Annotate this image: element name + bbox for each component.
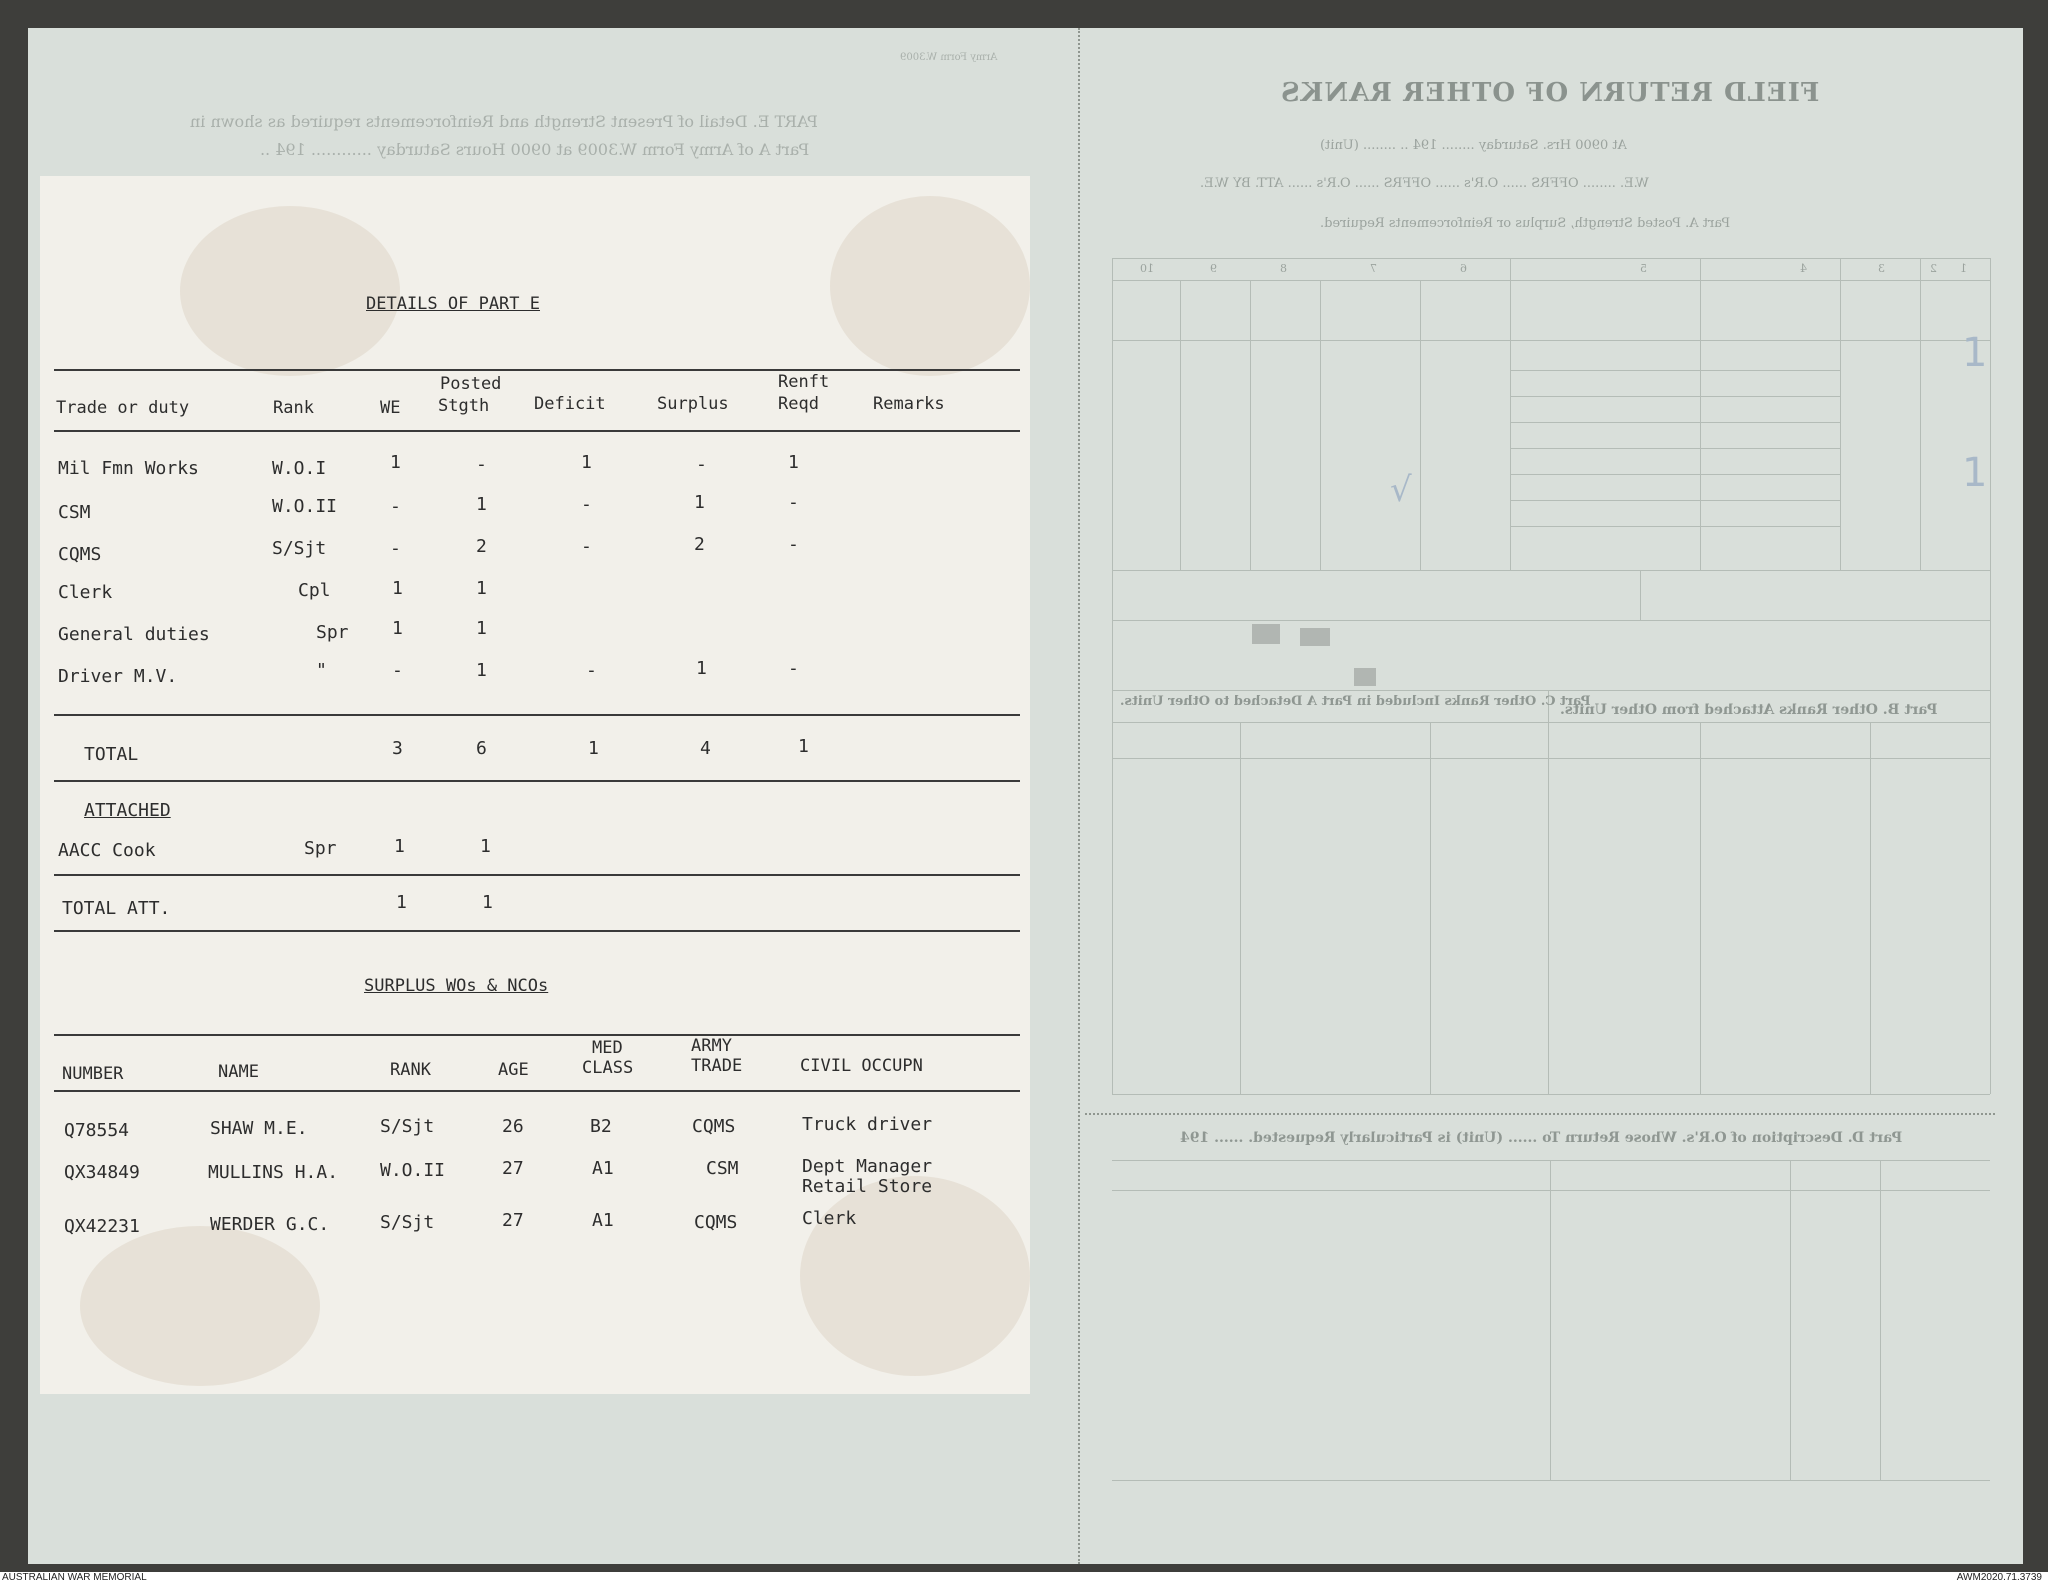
show-through-line-1: PART E. Detail of Present Strength and Reinforcements required as shown in xyxy=(190,112,818,131)
col-med-header: MED xyxy=(592,1038,623,1058)
cell-posted: 1 xyxy=(476,494,487,515)
cell-surplus: 2 xyxy=(694,534,705,555)
cell-number: QX34849 xyxy=(64,1162,140,1183)
col-number: 9 xyxy=(1210,262,1217,275)
cell-renft: - xyxy=(788,658,799,679)
cell-trade: Mil Fmn Works xyxy=(58,458,199,479)
cell-deficit: - xyxy=(586,660,597,681)
cell-posted: - xyxy=(476,454,487,475)
cell-posted: 1 xyxy=(476,660,487,681)
col-number: 6 xyxy=(1460,262,1467,275)
cell-we: 1 xyxy=(390,452,401,473)
col-posted-header-2: Stgth xyxy=(438,396,490,416)
total-posted: 6 xyxy=(476,738,487,759)
col-renft-header-2: Reqd xyxy=(778,394,819,414)
cell-name: MULLINS H.A. xyxy=(208,1162,339,1183)
col-remarks-header: Remarks xyxy=(873,394,945,414)
col-surplus-header: Surplus xyxy=(657,394,729,414)
form-we-line: W.E. ........ OFFRS ...... O.R's ...... OFFRS ...... O.R's ...... ATT. BY W.E. xyxy=(1200,176,1649,191)
attached-we: 1 xyxy=(394,836,405,857)
col-number: 3 xyxy=(1878,262,1885,275)
cell-rank: W.O.II xyxy=(272,496,338,517)
show-through-form-ref: Army Form W.3009 xyxy=(900,52,998,63)
pencil-mark: √ xyxy=(1390,470,1412,510)
cell-we: - xyxy=(390,538,401,559)
col-number-header: NUMBER xyxy=(62,1064,124,1084)
cell-rank: S/Sjt xyxy=(380,1116,435,1137)
cell-med: A1 xyxy=(592,1158,614,1179)
cell-surplus: 1 xyxy=(696,658,707,679)
col-deficit-header: Deficit xyxy=(534,394,606,414)
part-b-heading: Part B. Other Ranks Attached from Other Units. xyxy=(1560,702,1938,718)
fold-perforation xyxy=(1078,28,1080,1564)
cell-name: WERDER G.C. xyxy=(210,1214,330,1235)
page-title: DETAILS OF PART E xyxy=(366,294,540,314)
cell-civil: Truck driver xyxy=(802,1114,933,1135)
attached-trade: AACC Cook xyxy=(58,840,156,861)
pasted-typed-sheet xyxy=(40,176,1030,1394)
col-rank-header-2: RANK xyxy=(390,1060,431,1080)
attached-heading: ATTACHED xyxy=(84,800,171,821)
col-number: 10 xyxy=(1140,262,1154,275)
cell-rank: Spr xyxy=(316,622,349,643)
cell-renft: - xyxy=(788,534,799,555)
cell-surplus: - xyxy=(696,454,707,475)
cell-age: 27 xyxy=(502,1158,524,1179)
cell-deficit: - xyxy=(581,536,592,557)
col-number: 7 xyxy=(1370,262,1377,275)
cell-number: QX42231 xyxy=(64,1216,140,1237)
cell-we: 1 xyxy=(392,618,403,639)
col-rank-header: Rank xyxy=(273,398,314,418)
total-we: 3 xyxy=(392,738,403,759)
part-d-heading: Part D. Description of O.R's. Whose Return To ...... (Unit) is Particularly Requested. ...... 194 xyxy=(1180,1130,1903,1146)
cell-we: - xyxy=(392,660,403,681)
cell-civil-2: Retail Store xyxy=(802,1176,933,1197)
cell-army: CQMS xyxy=(694,1212,738,1233)
cell-age: 26 xyxy=(502,1116,524,1137)
total-surplus: 4 xyxy=(700,738,711,759)
total-deficit: 1 xyxy=(588,738,599,759)
attached-total-label: TOTAL ATT. xyxy=(62,898,171,919)
part-c-heading: Part C. Other Ranks Included in Part A Detached to Other Units. xyxy=(1120,694,1591,709)
form-date-line: At 0900 Hrs. Saturday ........ 194 .. ........ (Unit) xyxy=(1320,138,1627,153)
col-number: 8 xyxy=(1280,262,1287,275)
form-parta-line: Part A. Posted Strength, Surplus or Reinforcements Required. xyxy=(1320,216,1731,231)
cell-rank: W.O.I xyxy=(272,458,327,479)
cell-renft: - xyxy=(788,492,799,513)
attached-rank: Spr xyxy=(304,838,337,859)
cell-posted: 1 xyxy=(476,618,487,639)
col-army-header: ARMY xyxy=(691,1036,732,1056)
col-trade-header: Trade or duty xyxy=(56,398,190,418)
footer-accession-number: AWM2020.71.3739 xyxy=(1956,1572,2042,1583)
col-civil-header: CIVIL OCCUPN xyxy=(800,1056,923,1076)
attached-posted: 1 xyxy=(480,836,491,857)
footer-credit: AUSTRALIAN WAR MEMORIAL xyxy=(2,1572,147,1583)
total-label: TOTAL xyxy=(84,744,139,765)
col-name-header: NAME xyxy=(218,1062,259,1082)
show-through-line-2: Part A of Army Form W.3009 at 0900 Hours Saturday ............ 194 .. xyxy=(260,140,810,159)
col-army-header-2: TRADE xyxy=(691,1056,743,1076)
cell-rank: S/Sjt xyxy=(380,1212,435,1233)
col-number: 1 xyxy=(1960,262,1967,275)
cell-name: SHAW M.E. xyxy=(210,1118,308,1139)
cell-rank: Cpl xyxy=(298,580,331,601)
col-number: 2 xyxy=(1930,262,1937,275)
cell-trade: Driver M.V. xyxy=(58,666,178,687)
cell-age: 27 xyxy=(502,1210,524,1231)
cell-we: - xyxy=(390,496,401,517)
col-age-header: AGE xyxy=(498,1060,529,1080)
cell-trade: Clerk xyxy=(58,582,113,603)
cell-deficit: 1 xyxy=(581,452,592,473)
col-posted-header: Posted xyxy=(440,374,502,394)
cell-we: 1 xyxy=(392,578,403,599)
cell-civil: Clerk xyxy=(802,1208,857,1229)
cell-posted: 1 xyxy=(476,578,487,599)
col-number: 5 xyxy=(1640,262,1647,275)
attached-total-we: 1 xyxy=(396,892,407,913)
stamp-mark xyxy=(1300,628,1330,646)
total-renft: 1 xyxy=(798,736,809,757)
cell-rank: S/Sjt xyxy=(272,538,327,559)
cell-med: B2 xyxy=(590,1116,612,1137)
attached-total-posted: 1 xyxy=(482,892,493,913)
cell-trade: CQMS xyxy=(58,544,102,565)
col-number: 4 xyxy=(1800,262,1807,275)
cell-med: A1 xyxy=(592,1210,614,1231)
col-we-header: WE xyxy=(380,398,401,418)
cell-army: CQMS xyxy=(692,1116,736,1137)
cell-rank: " xyxy=(316,660,327,681)
stamp-mark xyxy=(1252,624,1280,644)
cell-deficit: - xyxy=(581,494,592,515)
surplus-title: SURPLUS WOs & NCOs xyxy=(364,976,549,996)
cell-surplus: 1 xyxy=(694,492,705,513)
col-renft-header: Renft xyxy=(778,372,830,392)
pencil-mark: 1 xyxy=(1962,450,1988,496)
cell-civil: Dept Manager xyxy=(802,1156,933,1177)
stamp-mark xyxy=(1354,668,1376,686)
fold-perforation-lower xyxy=(1085,1113,1995,1115)
cell-posted: 2 xyxy=(476,536,487,557)
form-title: FIELD RETURN OF OTHER RANKS xyxy=(1280,78,1820,108)
cell-number: Q78554 xyxy=(64,1120,130,1141)
cell-trade: General duties xyxy=(58,624,210,645)
cell-army: CSM xyxy=(706,1158,739,1179)
cell-rank: W.O.II xyxy=(380,1160,446,1181)
cell-renft: 1 xyxy=(788,452,799,473)
col-med-header-2: CLASS xyxy=(582,1058,634,1078)
cell-trade: CSM xyxy=(58,502,91,523)
pencil-mark: 1 xyxy=(1962,330,1988,376)
